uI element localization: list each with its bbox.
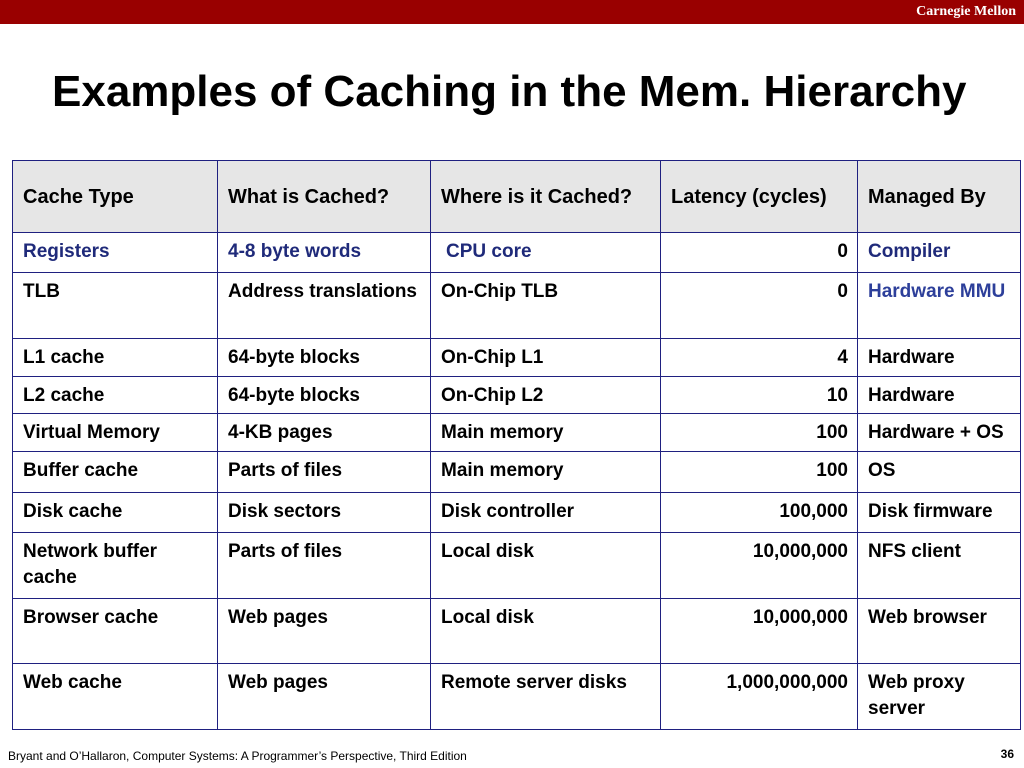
footer-citation: Bryant and O’Hallaron, Computer Systems: A Programmer’s Perspective, Third Edition: [8, 749, 467, 763]
cell-what-is-cached: Web pages: [218, 599, 431, 664]
table-row: [13, 414, 1021, 452]
table-row: [13, 664, 1021, 730]
table-row: [13, 452, 1021, 493]
cell-latency: 100: [661, 414, 858, 452]
cell-cache-type: Buffer cache: [13, 452, 218, 493]
page-number: 36: [1000, 747, 1014, 761]
cell-where-is-it-cached: Disk controller: [431, 493, 661, 533]
brand-label: Carnegie Mellon: [916, 4, 1016, 19]
cell-where-is-it-cached: On-Chip L2: [431, 377, 661, 414]
cell-managed-by: Hardware MMU: [858, 273, 1021, 339]
column-header-what-is-cached: What is Cached?: [218, 161, 431, 233]
table-header-row: [13, 161, 1021, 233]
cell-cache-type: TLB: [13, 273, 218, 339]
cell-managed-by: Web proxy server: [858, 664, 1021, 730]
table-row: [13, 233, 1021, 273]
cell-where-is-it-cached: CPU core: [431, 233, 661, 273]
cell-latency: 10: [661, 377, 858, 414]
cell-cache-type: Browser cache: [13, 599, 218, 664]
cell-cache-type: Web cache: [13, 664, 218, 730]
cell-cache-type: L2 cache: [13, 377, 218, 414]
column-header-where-is-it-cached: Where is it Cached?: [431, 161, 661, 233]
column-header-latency: Latency (cycles): [661, 161, 858, 233]
table-row: [13, 599, 1021, 664]
cell-what-is-cached: 64-byte blocks: [218, 339, 431, 377]
cell-latency: 4: [661, 339, 858, 377]
cell-cache-type: Registers: [13, 233, 218, 273]
cell-cache-type: Virtual Memory: [13, 414, 218, 452]
cell-managed-by: Hardware: [858, 377, 1021, 414]
cell-what-is-cached: Parts of files: [218, 533, 431, 599]
cell-what-is-cached: Parts of files: [218, 452, 431, 493]
cell-what-is-cached: 64-byte blocks: [218, 377, 431, 414]
cell-what-is-cached: 4-8 byte words: [218, 233, 431, 273]
cell-latency: 1,000,000,000: [661, 664, 858, 730]
cell-cache-type: L1 cache: [13, 339, 218, 377]
cell-latency: 10,000,000: [661, 599, 858, 664]
cell-managed-by: Disk firmware: [858, 493, 1021, 533]
cell-managed-by: OS: [858, 452, 1021, 493]
cell-where-is-it-cached: Main memory: [431, 452, 661, 493]
cell-where-is-it-cached: Local disk: [431, 533, 661, 599]
column-header-cache-type: Cache Type: [13, 161, 218, 233]
cell-where-is-it-cached: Remote server disks: [431, 664, 661, 730]
cell-managed-by: Hardware + OS: [858, 414, 1021, 452]
cell-latency: 0: [661, 233, 858, 273]
cell-managed-by: Web browser: [858, 599, 1021, 664]
table-row: [13, 533, 1021, 599]
cell-latency: 100,000: [661, 493, 858, 533]
cell-managed-by: Hardware: [858, 339, 1021, 377]
cell-where-is-it-cached: On-Chip L1: [431, 339, 661, 377]
cell-latency: 0: [661, 273, 858, 339]
cell-where-is-it-cached: Main memory: [431, 414, 661, 452]
cell-managed-by: NFS client: [858, 533, 1021, 599]
cell-where-is-it-cached: Local disk: [431, 599, 661, 664]
table-row: [13, 377, 1021, 414]
cell-cache-type: Disk cache: [13, 493, 218, 533]
table-row: [13, 493, 1021, 533]
cell-cache-type: Network buffer cache: [13, 533, 218, 599]
cell-what-is-cached: 4-KB pages: [218, 414, 431, 452]
cell-what-is-cached: Address translations: [218, 273, 431, 339]
cell-what-is-cached: Disk sectors: [218, 493, 431, 533]
cell-latency: 10,000,000: [661, 533, 858, 599]
table-row: [13, 273, 1021, 339]
slide-title: Examples of Caching in the Mem. Hierarchy: [52, 67, 967, 116]
header-bar: [0, 0, 1024, 24]
column-header-managed-by: Managed By: [858, 161, 1021, 233]
cell-where-is-it-cached: On-Chip TLB: [431, 273, 661, 339]
cell-latency: 100: [661, 452, 858, 493]
cache-table: [12, 160, 1021, 730]
cell-managed-by: Compiler: [858, 233, 1021, 273]
table-row: [13, 339, 1021, 377]
cell-what-is-cached: Web pages: [218, 664, 431, 730]
